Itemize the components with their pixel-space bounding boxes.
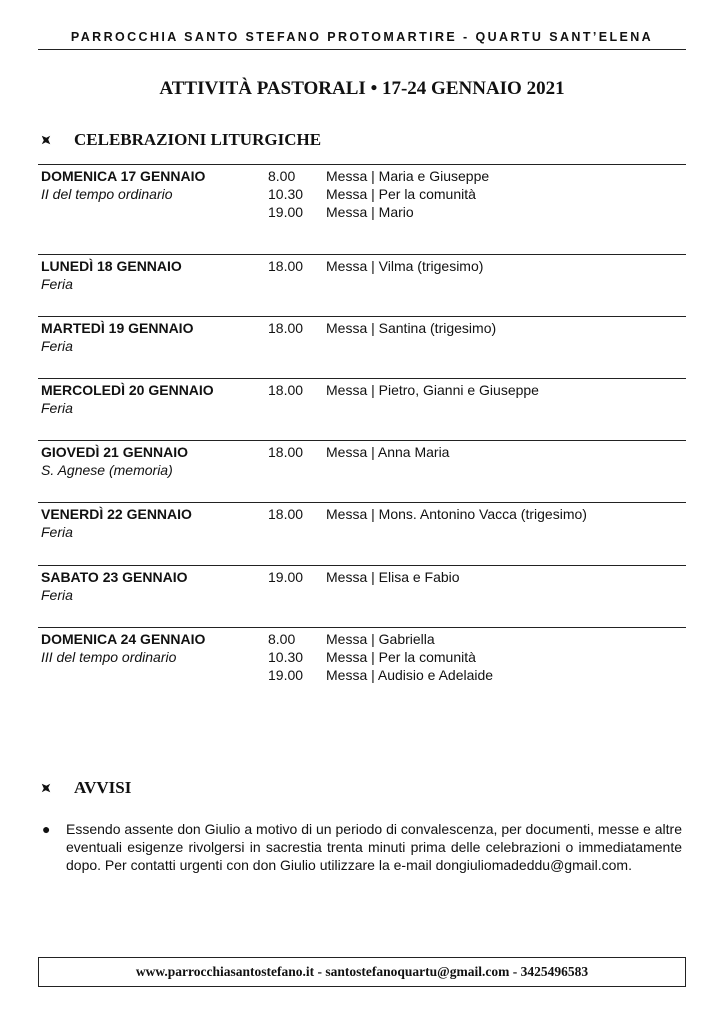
mass-description: Messa | Mario bbox=[326, 204, 414, 220]
footer-text: www.parrocchiasantostefano.it - santostefanoquartu@gmail.com - 3425496583 bbox=[135, 964, 589, 979]
day-name: VENERDÌ 22 GENNAIO bbox=[41, 506, 192, 522]
day-block bbox=[38, 316, 686, 377]
mass-description: Messa | Anna Maria bbox=[326, 444, 450, 460]
mass-description: Messa | Per la comunità bbox=[326, 186, 476, 202]
mass-row bbox=[268, 505, 668, 523]
parish-header: PARROCCHIA SANTO STEFANO PROTOMARTIRE - QUARTU SANT’ELENA bbox=[70, 30, 654, 44]
mass-description: Messa | Santina (trigesimo) bbox=[326, 320, 497, 336]
mass-time: 8.00 bbox=[268, 631, 296, 647]
mass-time: 10.30 bbox=[268, 649, 304, 665]
mass-description: Messa | Elisa e Fabio bbox=[326, 569, 460, 585]
mass-row bbox=[268, 319, 668, 337]
section-notices-heading bbox=[40, 778, 131, 798]
day-subtitle: Feria bbox=[41, 587, 73, 603]
section-liturgy-title: CELEBRAZIONI LITURGICHE bbox=[74, 130, 322, 149]
mass-row bbox=[268, 381, 668, 399]
mass-time: 10.30 bbox=[268, 186, 304, 202]
star-icon bbox=[40, 782, 52, 794]
mass-description: Messa | Mons. Antonino Vacca (trigesimo) bbox=[326, 506, 587, 522]
day-subtitle: Feria bbox=[41, 400, 73, 416]
mass-row bbox=[268, 666, 668, 684]
page-title: ATTIVITÀ PASTORALI • 17-24 GENNAIO 2021 bbox=[159, 78, 565, 99]
day-subtitle: Feria bbox=[41, 276, 73, 292]
day-subtitle: II del tempo ordinario bbox=[41, 186, 173, 202]
mass-description: Messa | Maria e Giuseppe bbox=[326, 168, 490, 184]
day-block bbox=[38, 254, 686, 315]
day-name: MARTEDÌ 19 GENNAIO bbox=[41, 320, 194, 336]
day-name: DOMENICA 17 GENNAIO bbox=[41, 168, 206, 184]
mass-description: Messa | Pietro, Gianni e Giuseppe bbox=[326, 382, 539, 398]
day-block bbox=[38, 440, 686, 501]
star-icon bbox=[40, 134, 52, 146]
header-divider bbox=[38, 49, 686, 50]
mass-row bbox=[268, 443, 668, 461]
mass-time: 19.00 bbox=[268, 204, 304, 220]
mass-time: 18.00 bbox=[268, 444, 304, 460]
footer-contacts bbox=[38, 957, 686, 987]
mass-row bbox=[268, 185, 668, 203]
day-name: MERCOLEDÌ 20 GENNAIO bbox=[41, 382, 214, 398]
day-block bbox=[38, 164, 686, 253]
day-name: SABATO 23 GENNAIO bbox=[41, 569, 188, 585]
mass-description: Messa | Gabriella bbox=[326, 631, 435, 647]
mass-row bbox=[268, 257, 668, 275]
day-block bbox=[38, 502, 686, 565]
day-name: DOMENICA 24 GENNAIO bbox=[41, 631, 206, 647]
section-notices-title: AVVISI bbox=[74, 778, 132, 797]
mass-row bbox=[268, 167, 668, 185]
mass-time: 18.00 bbox=[268, 320, 304, 336]
mass-time: 18.00 bbox=[268, 382, 304, 398]
day-block bbox=[38, 627, 686, 708]
mass-time: 18.00 bbox=[268, 506, 304, 522]
mass-description: Messa | Vilma (trigesimo) bbox=[326, 258, 484, 274]
mass-time: 19.00 bbox=[268, 569, 304, 585]
section-liturgy-heading bbox=[40, 130, 321, 150]
mass-time: 19.00 bbox=[268, 667, 304, 683]
mass-time: 8.00 bbox=[268, 168, 296, 184]
day-subtitle: Feria bbox=[41, 338, 73, 354]
day-block bbox=[38, 565, 686, 626]
bullet-icon: ● bbox=[42, 821, 51, 837]
mass-row bbox=[268, 648, 668, 666]
day-name: LUNEDÌ 18 GENNAIO bbox=[41, 258, 182, 274]
day-subtitle: III del tempo ordinario bbox=[41, 649, 177, 665]
mass-row bbox=[268, 630, 668, 648]
day-name: GIOVEDÌ 21 GENNAIO bbox=[41, 444, 189, 460]
mass-time: 18.00 bbox=[268, 258, 304, 274]
notice-item bbox=[42, 820, 682, 874]
day-subtitle: Feria bbox=[41, 524, 73, 540]
mass-description: Messa | Audisio e Adelaide bbox=[326, 667, 494, 683]
day-block bbox=[38, 378, 686, 439]
mass-row bbox=[268, 568, 668, 586]
notice-text: Essendo assente don Giulio a motivo di un periodo di convalescenza, per documenti, messe e altre eventuali esigenze rivolgersi in sacrestia trenta minuti prima delle celebrazioni o immediatamente dopo. Per contatti urgenti con don Giulio utilizzare la e-mail dongiuliomadeddu@gmail.com. bbox=[66, 821, 682, 873]
mass-description: Messa | Per la comunità bbox=[326, 649, 476, 665]
day-subtitle: S. Agnese (memoria) bbox=[41, 462, 173, 478]
mass-row bbox=[268, 203, 668, 221]
